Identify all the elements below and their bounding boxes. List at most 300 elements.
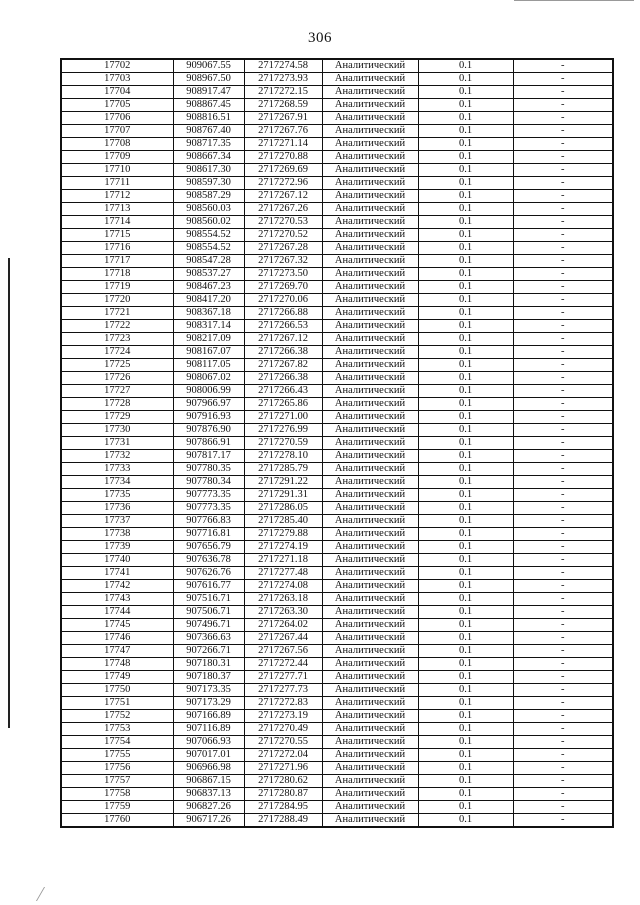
table-row [61,372,613,385]
x-coordinate-cell: 907166.89 [173,710,244,723]
table-row [61,268,613,281]
x-coordinate-cell: 907496.71 [173,619,244,632]
y-coordinate-cell: 2717280.62 [244,775,322,788]
y-coordinate-cell: 2717278.10 [244,450,322,463]
y-coordinate-cell: 2717266.38 [244,346,322,359]
table-row [61,59,613,73]
y-coordinate-cell: 2717274.58 [244,59,322,73]
point-number-cell: 17718 [61,268,173,281]
method-cell: Аналитический [322,177,418,190]
x-coordinate-cell: 907876.90 [173,424,244,437]
x-coordinate-cell: 908367.18 [173,307,244,320]
point-number-cell: 17724 [61,346,173,359]
table-row [61,762,613,775]
description-cell: - [513,567,613,580]
point-number-cell: 17719 [61,281,173,294]
y-coordinate-cell: 2717280.87 [244,788,322,801]
accuracy-cell: 0.1 [418,112,513,125]
description-cell: - [513,723,613,736]
table-row [61,619,613,632]
y-coordinate-cell: 2717276.99 [244,424,322,437]
table-row [61,190,613,203]
point-number-cell: 17717 [61,255,173,268]
description-cell: - [513,385,613,398]
method-cell: Аналитический [322,164,418,177]
y-coordinate-cell: 2717285.40 [244,515,322,528]
point-number-cell: 17702 [61,59,173,73]
accuracy-cell: 0.1 [418,294,513,307]
table-row [61,632,613,645]
description-cell: - [513,814,613,828]
point-number-cell: 17733 [61,463,173,476]
point-number-cell: 17730 [61,424,173,437]
x-coordinate-cell: 907780.34 [173,476,244,489]
point-number-cell: 17736 [61,502,173,515]
table-row [61,346,613,359]
accuracy-cell: 0.1 [418,710,513,723]
method-cell: Аналитический [322,788,418,801]
table-row [61,710,613,723]
method-cell: Аналитический [322,619,418,632]
x-coordinate-cell: 908617.30 [173,164,244,177]
table-row [61,216,613,229]
y-coordinate-cell: 2717288.49 [244,814,322,828]
y-coordinate-cell: 2717286.05 [244,502,322,515]
point-number-cell: 17757 [61,775,173,788]
y-coordinate-cell: 2717270.52 [244,229,322,242]
y-coordinate-cell: 2717267.91 [244,112,322,125]
y-coordinate-cell: 2717267.32 [244,255,322,268]
y-coordinate-cell: 2717267.44 [244,632,322,645]
x-coordinate-cell: 908554.52 [173,242,244,255]
table-row [61,450,613,463]
table-row [61,281,613,294]
method-cell: Аналитический [322,567,418,580]
y-coordinate-cell: 2717266.88 [244,307,322,320]
y-coordinate-cell: 2717267.12 [244,190,322,203]
accuracy-cell: 0.1 [418,242,513,255]
method-cell: Аналитический [322,723,418,736]
x-coordinate-cell: 907516.71 [173,593,244,606]
table-row [61,554,613,567]
method-cell: Аналитический [322,684,418,697]
description-cell: - [513,645,613,658]
point-number-cell: 17716 [61,242,173,255]
method-cell: Аналитический [322,86,418,99]
accuracy-cell: 0.1 [418,164,513,177]
accuracy-cell: 0.1 [418,59,513,73]
point-number-cell: 17750 [61,684,173,697]
accuracy-cell: 0.1 [418,307,513,320]
x-coordinate-cell: 907616.77 [173,580,244,593]
method-cell: Аналитический [322,385,418,398]
description-cell: - [513,294,613,307]
y-coordinate-cell: 2717272.83 [244,697,322,710]
accuracy-cell: 0.1 [418,541,513,554]
accuracy-cell: 0.1 [418,788,513,801]
x-coordinate-cell: 907780.35 [173,463,244,476]
x-coordinate-cell: 907636.78 [173,554,244,567]
y-coordinate-cell: 2717284.95 [244,801,322,814]
method-cell: Аналитический [322,736,418,749]
point-number-cell: 17741 [61,567,173,580]
accuracy-cell: 0.1 [418,333,513,346]
x-coordinate-cell: 906837.13 [173,788,244,801]
description-cell: - [513,502,613,515]
scan-edge-mark-bottom [36,887,55,901]
table-row [61,697,613,710]
point-number-cell: 17703 [61,73,173,86]
method-cell: Аналитический [322,749,418,762]
y-coordinate-cell: 2717267.28 [244,242,322,255]
point-number-cell: 17708 [61,138,173,151]
point-number-cell: 17706 [61,112,173,125]
description-cell: - [513,125,613,138]
description-cell: - [513,593,613,606]
description-cell: - [513,411,613,424]
table-row [61,151,613,164]
method-cell: Аналитический [322,242,418,255]
accuracy-cell: 0.1 [418,268,513,281]
accuracy-cell: 0.1 [418,801,513,814]
x-coordinate-cell: 908816.51 [173,112,244,125]
y-coordinate-cell: 2717267.56 [244,645,322,658]
description-cell: - [513,658,613,671]
y-coordinate-cell: 2717266.38 [244,372,322,385]
method-cell: Аналитический [322,463,418,476]
table-row [61,645,613,658]
x-coordinate-cell: 908867.45 [173,99,244,112]
description-cell: - [513,606,613,619]
point-number-cell: 17746 [61,632,173,645]
y-coordinate-cell: 2717267.82 [244,359,322,372]
accuracy-cell: 0.1 [418,580,513,593]
accuracy-cell: 0.1 [418,463,513,476]
method-cell: Аналитический [322,762,418,775]
method-cell: Аналитический [322,541,418,554]
y-coordinate-cell: 2717279.88 [244,528,322,541]
point-number-cell: 17744 [61,606,173,619]
point-number-cell: 17726 [61,372,173,385]
point-number-cell: 17759 [61,801,173,814]
y-coordinate-cell: 2717270.55 [244,736,322,749]
table-row [61,671,613,684]
description-cell: - [513,164,613,177]
accuracy-cell: 0.1 [418,489,513,502]
table-row [61,411,613,424]
x-coordinate-cell: 909067.55 [173,59,244,73]
y-coordinate-cell: 2717285.79 [244,463,322,476]
table-row [61,489,613,502]
method-cell: Аналитический [322,450,418,463]
x-coordinate-cell: 908417.20 [173,294,244,307]
x-coordinate-cell: 908717.35 [173,138,244,151]
point-number-cell: 17704 [61,86,173,99]
description-cell: - [513,398,613,411]
point-number-cell: 17754 [61,736,173,749]
coordinates-table [60,58,614,828]
method-cell: Аналитический [322,294,418,307]
table-row [61,749,613,762]
y-coordinate-cell: 2717266.43 [244,385,322,398]
method-cell: Аналитический [322,333,418,346]
table-row [61,333,613,346]
point-number-cell: 17728 [61,398,173,411]
method-cell: Аналитический [322,151,418,164]
accuracy-cell: 0.1 [418,554,513,567]
method-cell: Аналитический [322,411,418,424]
method-cell: Аналитический [322,203,418,216]
point-number-cell: 17729 [61,411,173,424]
point-number-cell: 17714 [61,216,173,229]
accuracy-cell: 0.1 [418,151,513,164]
x-coordinate-cell: 907366.63 [173,632,244,645]
accuracy-cell: 0.1 [418,645,513,658]
point-number-cell: 17749 [61,671,173,684]
x-coordinate-cell: 908317.14 [173,320,244,333]
description-cell: - [513,255,613,268]
description-cell: - [513,515,613,528]
x-coordinate-cell: 908537.27 [173,268,244,281]
method-cell: Аналитический [322,632,418,645]
x-coordinate-cell: 908547.28 [173,255,244,268]
table-row [61,684,613,697]
method-cell: Аналитический [322,606,418,619]
y-coordinate-cell: 2717269.70 [244,281,322,294]
accuracy-cell: 0.1 [418,437,513,450]
description-cell: - [513,333,613,346]
table-row [61,606,613,619]
description-cell: - [513,736,613,749]
description-cell: - [513,762,613,775]
accuracy-cell: 0.1 [418,502,513,515]
y-coordinate-cell: 2717272.44 [244,658,322,671]
method-cell: Аналитический [322,229,418,242]
x-coordinate-cell: 908967.50 [173,73,244,86]
x-coordinate-cell: 908167.07 [173,346,244,359]
description-cell: - [513,177,613,190]
method-cell: Аналитический [322,476,418,489]
y-coordinate-cell: 2717270.88 [244,151,322,164]
x-coordinate-cell: 907773.35 [173,489,244,502]
description-cell: - [513,216,613,229]
method-cell: Аналитический [322,59,418,73]
page-number: 306 [308,30,332,46]
scan-edge-mark [514,0,634,1]
x-coordinate-cell: 907266.71 [173,645,244,658]
accuracy-cell: 0.1 [418,125,513,138]
description-cell: - [513,528,613,541]
method-cell: Аналитический [322,138,418,151]
y-coordinate-cell: 2717271.00 [244,411,322,424]
table-row [61,515,613,528]
x-coordinate-cell: 907017.01 [173,749,244,762]
y-coordinate-cell: 2717267.26 [244,203,322,216]
x-coordinate-cell: 907173.29 [173,697,244,710]
method-cell: Аналитический [322,398,418,411]
y-coordinate-cell: 2717291.22 [244,476,322,489]
description-cell: - [513,203,613,216]
y-coordinate-cell: 2717263.18 [244,593,322,606]
method-cell: Аналитический [322,424,418,437]
x-coordinate-cell: 907656.79 [173,541,244,554]
accuracy-cell: 0.1 [418,736,513,749]
x-coordinate-cell: 906867.15 [173,775,244,788]
point-number-cell: 17738 [61,528,173,541]
accuracy-cell: 0.1 [418,606,513,619]
table-row [61,502,613,515]
x-coordinate-cell: 907116.89 [173,723,244,736]
accuracy-cell: 0.1 [418,255,513,268]
table-row [61,138,613,151]
point-number-cell: 17735 [61,489,173,502]
table-row [61,86,613,99]
description-cell: - [513,59,613,73]
accuracy-cell: 0.1 [418,229,513,242]
method-cell: Аналитический [322,73,418,86]
y-coordinate-cell: 2717267.12 [244,333,322,346]
y-coordinate-cell: 2717273.50 [244,268,322,281]
accuracy-cell: 0.1 [418,99,513,112]
y-coordinate-cell: 2717273.93 [244,73,322,86]
method-cell: Аналитический [322,320,418,333]
table-row [61,255,613,268]
table-row [61,658,613,671]
x-coordinate-cell: 907766.83 [173,515,244,528]
y-coordinate-cell: 2717263.30 [244,606,322,619]
x-coordinate-cell: 908006.99 [173,385,244,398]
table-row [61,736,613,749]
accuracy-cell: 0.1 [418,398,513,411]
x-coordinate-cell: 907506.71 [173,606,244,619]
description-cell: - [513,554,613,567]
table-row [61,580,613,593]
description-cell: - [513,73,613,86]
x-coordinate-cell: 907966.97 [173,398,244,411]
method-cell: Аналитический [322,645,418,658]
y-coordinate-cell: 2717272.96 [244,177,322,190]
description-cell: - [513,437,613,450]
description-cell: - [513,541,613,554]
description-cell: - [513,112,613,125]
description-cell: - [513,697,613,710]
method-cell: Аналитический [322,359,418,372]
accuracy-cell: 0.1 [418,177,513,190]
y-coordinate-cell: 2717269.69 [244,164,322,177]
point-number-cell: 17705 [61,99,173,112]
accuracy-cell: 0.1 [418,372,513,385]
point-number-cell: 17721 [61,307,173,320]
point-number-cell: 17745 [61,619,173,632]
table-row [61,814,613,828]
accuracy-cell: 0.1 [418,671,513,684]
description-cell: - [513,190,613,203]
point-number-cell: 17756 [61,762,173,775]
point-number-cell: 17758 [61,788,173,801]
accuracy-cell: 0.1 [418,619,513,632]
accuracy-cell: 0.1 [418,73,513,86]
point-number-cell: 17743 [61,593,173,606]
x-coordinate-cell: 908560.03 [173,203,244,216]
accuracy-cell: 0.1 [418,684,513,697]
margin-line [8,258,10,728]
accuracy-cell: 0.1 [418,216,513,229]
description-cell: - [513,268,613,281]
method-cell: Аналитический [322,281,418,294]
method-cell: Аналитический [322,99,418,112]
y-coordinate-cell: 2717277.73 [244,684,322,697]
x-coordinate-cell: 908467.23 [173,281,244,294]
description-cell: - [513,619,613,632]
method-cell: Аналитический [322,112,418,125]
x-coordinate-cell: 907773.35 [173,502,244,515]
accuracy-cell: 0.1 [418,775,513,788]
y-coordinate-cell: 2717277.48 [244,567,322,580]
point-number-cell: 17748 [61,658,173,671]
accuracy-cell: 0.1 [418,138,513,151]
description-cell: - [513,775,613,788]
accuracy-cell: 0.1 [418,320,513,333]
point-number-cell: 17755 [61,749,173,762]
y-coordinate-cell: 2717270.06 [244,294,322,307]
y-coordinate-cell: 2717271.18 [244,554,322,567]
accuracy-cell: 0.1 [418,749,513,762]
table-row [61,73,613,86]
point-number-cell: 17712 [61,190,173,203]
accuracy-cell: 0.1 [418,359,513,372]
description-cell: - [513,671,613,684]
point-number-cell: 17731 [61,437,173,450]
method-cell: Аналитический [322,554,418,567]
point-number-cell: 17732 [61,450,173,463]
method-cell: Аналитический [322,814,418,828]
description-cell: - [513,372,613,385]
table-row [61,567,613,580]
x-coordinate-cell: 906827.26 [173,801,244,814]
x-coordinate-cell: 907173.35 [173,684,244,697]
y-coordinate-cell: 2717273.19 [244,710,322,723]
accuracy-cell: 0.1 [418,593,513,606]
x-coordinate-cell: 908554.52 [173,229,244,242]
method-cell: Аналитический [322,268,418,281]
table-row [61,463,613,476]
point-number-cell: 17710 [61,164,173,177]
y-coordinate-cell: 2717264.02 [244,619,322,632]
accuracy-cell: 0.1 [418,697,513,710]
description-cell: - [513,359,613,372]
table-row [61,528,613,541]
point-number-cell: 17720 [61,294,173,307]
point-number-cell: 17752 [61,710,173,723]
table-row [61,164,613,177]
accuracy-cell: 0.1 [418,762,513,775]
accuracy-cell: 0.1 [418,476,513,489]
description-cell: - [513,684,613,697]
method-cell: Аналитический [322,372,418,385]
description-cell: - [513,151,613,164]
point-number-cell: 17707 [61,125,173,138]
point-number-cell: 17747 [61,645,173,658]
table-row [61,229,613,242]
description-cell: - [513,788,613,801]
description-cell: - [513,99,613,112]
method-cell: Аналитический [322,502,418,515]
y-coordinate-cell: 2717270.49 [244,723,322,736]
point-number-cell: 17727 [61,385,173,398]
y-coordinate-cell: 2717270.59 [244,437,322,450]
y-coordinate-cell: 2717271.14 [244,138,322,151]
method-cell: Аналитический [322,710,418,723]
